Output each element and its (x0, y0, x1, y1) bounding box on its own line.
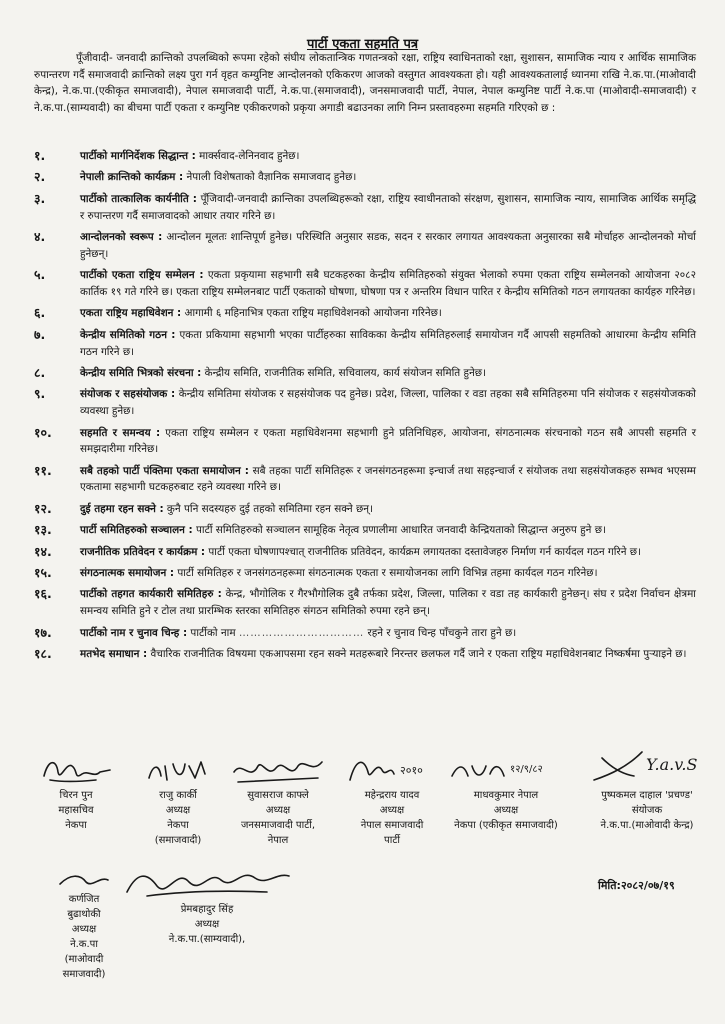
item-number: ९. (34, 386, 46, 402)
signatory-name: कर्णजित (68, 894, 100, 905)
agreement-item (34, 169, 696, 186)
item-number: १४. (34, 543, 52, 559)
party-name-blank: …………………………… (238, 626, 365, 639)
item-number: ८. (34, 364, 46, 380)
item-text: नेपाली विशेषताको वैज्ञानिक समाजवाद हुनेछ। (186, 171, 357, 184)
item-number: ४. (34, 228, 46, 244)
item-number: ७. (34, 326, 46, 342)
signature-image (54, 866, 114, 892)
item-text: एकता प्रकृयामा सहभागी सबै घटकहरुका केन्द्रीय समितिहरुको संयुक्त भेलाको रुपमा एकता राष्ट्रिय सम्मेलनको आयोजना २०८२ कार्तिक १९ गते गरिने छ। एकता राष्ट्रिय सम्मेलनबाट पार्टी एकताको घोषणा, घोषणा पत्र र अन्तरिम विधान पारित र केन्द्रीय समितिको गठन लगायतका कार्यहरु गरिनेछ। (80, 269, 696, 298)
item-number: १०. (34, 424, 52, 440)
item-heading: सहमति र समन्वय : (80, 426, 161, 439)
document-date: मिति:२०८२/०७/१९ (598, 879, 675, 892)
signatory-party: ने.क.पा.(माओवादी केन्द्र) (600, 820, 694, 831)
item-text: केन्द्रीय समितिमा संयोजक र सहसंयोजक पद हुनेछ। प्रदेश, जिल्ला, पालिका र वडा तहका सबै समितिहरुमा पनि संयोजक र सहसंयोजकको व्यवस्था हुनेछ। (80, 388, 696, 418)
item-heading: संगठनात्मक समायोजन : (80, 567, 174, 580)
item-number: ५. (34, 267, 46, 283)
item-heading: राजनीतिक प्रतिवेदन र कार्यक्रम : (80, 545, 206, 558)
signatory-name: राजु कार्की (159, 790, 197, 801)
signature-image (582, 744, 712, 788)
item-number: ११. (34, 462, 52, 478)
signature-mark: १२/९/८२ (510, 764, 543, 775)
document-title: पार्टी एकता सहमति पत्र (307, 37, 418, 52)
item-text: पार्टी समितिहरु र जनसंगठनहरूमा संगठनात्मक एकता र समायोजनका लागि विभिन्न तहमा कार्यदल गठन गरिनेछ। (177, 567, 598, 580)
agreement-item (34, 501, 696, 518)
item-heading: दुई तहमा रहन सक्ने : (80, 502, 164, 515)
item-text: मार्क्सवाद-लेनिनवाद हुनेछ। (199, 150, 300, 162)
signatory-name: महेन्द्रराय यादव (364, 790, 420, 801)
item-heading: पार्टीको तात्कालिक कार्यनीति : (80, 192, 197, 205)
agreement-item (34, 267, 696, 301)
item-number: १२. (34, 500, 52, 516)
signature-mark: Y.a.v.S (646, 755, 698, 774)
item-number: १५. (34, 565, 52, 581)
agreement-item (34, 463, 696, 497)
agreement-item (34, 625, 696, 642)
item-heading: पार्टीको तहगत कार्यकारी समितिहरु : (80, 588, 222, 601)
signatory-role: संयोजक (631, 805, 663, 816)
signatory-party: नेपाल समाजवादी (360, 820, 424, 831)
intro-paragraph: पूँजीवादी- जनवादी क्रान्तिको उपलब्धिको रूपमा रहेको संघीय लोकतान्त्रिक गणतन्त्रको रक्षा, राष्ट्रिय स्वाधिनताको रक्षा, सुशासन, सामाजिक न्याय र आर्थिक सामाजिक रुपान्तरण गर्दै समाजवादी क्रान्तिको लक्ष्य पुरा गर्न वृहत कम्युनिष्ट आन्दोलनको एकिकरण आजको वस्तुगत आवश्यकता हो। यही आवश्यकतालाई ध्यानमा राखि ने.क.पा.(माओवादी केन्द्र), ने.क.पा.(एकीकृत समाजवादी), नेपाल समाजवादी पार्टी, ने.क.पा.(समाजवादी), जनसमाजवादी पार्टी, नेपाल, नेपाल कम्युनिष्ट पार्टी ने.क.पा (माओवादी-समाजवादी) र ने.क.पा.(साम्यवादी) का बीचमा पार्टी एकता र कम्युनिष्ट एकीकरणको प्रकृया अगाडी बढाउनका लागि निम्न प्रस्तावहरुमा सहमति गरिएको छ : (34, 52, 696, 114)
agreement-item (34, 544, 696, 561)
signatory-party-line3: समाजवादी) (62, 969, 106, 980)
agreement-item (34, 148, 696, 165)
item-text: केन्द्र, भौगोलिक र गैरभौगोलिक दुबै तर्फका प्रदेश, जिल्ला, पालिका र वडा तह कार्यकारी हुनेछन्। संघ र प्रदेश निर्वाचन क्षेत्रमा समन्वय समिति हुने र टोल तथा प्रारम्भिक स्तरका समितिहरु संगठन समितिको रुपमा रहने छन्। (80, 588, 696, 618)
item-number: १. (34, 148, 46, 163)
signatory-party-line2: (समाजवादी) (154, 835, 202, 846)
agreement-item (34, 229, 696, 263)
signatory-role: अध्यक्ष (493, 805, 519, 816)
item-heading: सबै तहको पार्टी पंक्तिमा एकता समायोजन : (80, 464, 249, 477)
item-text: आन्दोलन मूलतः शान्तिपूर्ण हुनेछ। परिस्थिति अनुसार सडक, सदन र सरकार लगायत आवश्यकता अनुसारका सबै मोर्चाहरु आन्दोलनको मोर्चा हुनेछन्। (80, 230, 696, 260)
signatory-party-line2: पार्टी (384, 835, 400, 846)
item-heading: केन्द्रीय समितिको गठन : (80, 328, 176, 341)
signature-image (446, 752, 566, 788)
signatory-block (574, 744, 720, 833)
item-text: वैचारिक राजनीतिक विषयमा एकआपसमा रहन सक्ने मतहरूबारे निरन्तर छलफल गर्दै जाने र एकता राष्ट्रिय महाधिवेशनबाट निष्कर्षमा पुऱ्याइने छ। (150, 648, 687, 661)
signatory-party: नेकपा (एकीकृत समाजवादी) (454, 820, 558, 831)
item-heading: पार्टीको एकता राष्ट्रिय सम्मेलन : (80, 269, 204, 282)
item-number: १७. (34, 624, 52, 640)
signatory-party: ने.क.पा.(साम्यवादी), (168, 934, 246, 945)
item-text: कुनै पनि सदस्यहरु दुई तहको समितिमा रहन सक्ने छन्। (166, 502, 373, 515)
agreement-item (34, 522, 696, 539)
item-heading: पार्टीको मार्गनिर्देशक सिद्धान्त : (80, 150, 196, 162)
item-heading: नेपाली क्रान्तिको कार्यक्रम : (80, 171, 184, 184)
item-heading: पार्टीको नाम र चुनाव चिन्ह : (80, 626, 188, 639)
signatory-party: नेकपा (65, 820, 87, 831)
item-text: सबै तहका पार्टी समितिहरू र जनसंगठनहरूमा इन्चार्ज तथा सहइन्चार्ज र संयोजक तथा सहसंयोजकहरु सम्भव भएसम्म एकतामा सहभागी घटकहरुबाट रहने व्यवस्था गरिने छ। (80, 464, 696, 494)
item-text: पूँजिवादी-जनवादी क्रान्तिका उपलब्धिहरूको रक्षा, राष्ट्रिय स्वाधीनताको संरक्षण, सुशासन, सामाजिक न्याय, सामाजिक आर्थिक समृद्धि र रुपान्तरण गर्दै समाजवादको आधार तयार गरिने छ। (80, 192, 697, 222)
item-number: १३. (34, 522, 52, 538)
signatory-block (436, 752, 576, 833)
signatory-role: अध्यक्ष (265, 805, 291, 816)
signatory-name-line2: बुढाथोकी (67, 909, 101, 920)
agreement-item (34, 425, 696, 459)
item-text: पार्टी समितिहरुको सञ्चालन सामूहिक नेतृत्व प्रणालीमा आधारित जनवादी केन्द्रियताको सिद्धान्त अनुरुप हुने छ। (195, 524, 606, 537)
agreement-item (34, 191, 696, 225)
item-text: पार्टीको नाम (190, 626, 236, 639)
item-heading: केन्द्रीय समिति भित्रको संरचना : (80, 366, 202, 379)
signature-image (143, 752, 213, 788)
item-text-continued: रहने र चुनाव चिन्ह पाँचकुने तारा हुने छ। (367, 626, 517, 639)
signatory-party: जनसमाजवादी पार्टी, (240, 820, 316, 831)
signature-mark: २०१० (400, 764, 423, 777)
item-heading: एकता राष्ट्रिय महाधिवेशन : (80, 307, 182, 320)
item-number: ६. (34, 305, 46, 321)
agreement-item (34, 646, 696, 663)
agreement-item (34, 305, 696, 322)
item-heading: आन्दोलनको स्वरूप : (80, 230, 163, 243)
signatory-block (132, 752, 224, 848)
item-heading: पार्टी समितिहरुको सञ्चालन : (80, 524, 193, 537)
signatory-role: अध्यक्ष (194, 919, 220, 930)
signature-image (36, 752, 116, 788)
signatory-role: महासचिव (58, 805, 94, 816)
signature-image (117, 862, 297, 902)
item-text: केन्द्रीय समिति, राजनीतिक समिति, सचिवालय, कार्य संयोजन समिति हुनेछ। (204, 366, 487, 379)
agreement-item (34, 565, 696, 582)
signatory-block (222, 752, 334, 848)
item-number: २. (34, 169, 46, 185)
item-text: एकता राष्ट्रिय सम्मेलन र एकता महाधिवेशनमा सहभागी हुने प्रतिनिधिहरु, आयोजना, संगठनात्मक संरचनाको गठन सबै आपसी सहमति र समझदारीमा गरिनेछ। (80, 426, 696, 456)
signatory-name: माधवकुमार नेपाल (473, 790, 539, 801)
signatory-role: अध्यक्ष (379, 805, 405, 816)
item-text: पार्टी एकता घोषणापश्चात् राजनीतिक प्रतिवेदन, कार्यक्रम लगायतका दस्तावेजहरु निर्माण गर्न कार्यदल गठन गरिने छ। (208, 545, 642, 558)
signatory-block (338, 752, 446, 848)
signature-image (342, 752, 442, 788)
signatory-party: नेकपा (167, 820, 189, 831)
signatory-block (28, 752, 124, 833)
item-heading: मतभेद समाधान : (80, 648, 148, 661)
item-number: १६. (34, 586, 52, 602)
signatory-name: चिरन पुन (59, 790, 93, 801)
signatory-role: अध्यक्ष (165, 805, 191, 816)
item-heading: संयोजक र सहसंयोजक : (80, 388, 176, 401)
item-text: आगामी ६ महिनाभित्र एकता राष्ट्रिय महाधिवेशनको आयोजना गरिनेछ। (184, 307, 442, 320)
agreement-item (34, 386, 696, 420)
signatory-party-line2: (माओवादी (64, 954, 104, 965)
signatory-party: ने.क.पा (70, 939, 98, 950)
agreement-item (34, 365, 696, 382)
signatory-role: अध्यक्ष (71, 924, 97, 935)
item-number: ३. (34, 190, 46, 206)
item-text: एकता प्रकियामा सहभागी भएका पार्टीहरुका साविकका केन्द्रीय समितिहरुलाई समायोजन गर्दै आपसी सहमतिको आधारमा केन्द्रीय समिति गठन गरिने छ। (80, 328, 696, 358)
signature-image (228, 752, 328, 788)
signatory-name: सुवासराज काफ्ले (247, 790, 309, 801)
agreement-item (34, 586, 696, 620)
signatory-block (112, 862, 302, 947)
item-number: १८. (34, 646, 52, 662)
signatory-name: पुष्पकमल दाहाल 'प्रचण्ड' (601, 790, 693, 801)
signatory-name: प्रेमबहादुर सिंह (180, 904, 234, 915)
signatory-party-line2: नेपाल (267, 835, 289, 846)
agreement-item (34, 327, 696, 361)
agreement-items (34, 148, 696, 667)
